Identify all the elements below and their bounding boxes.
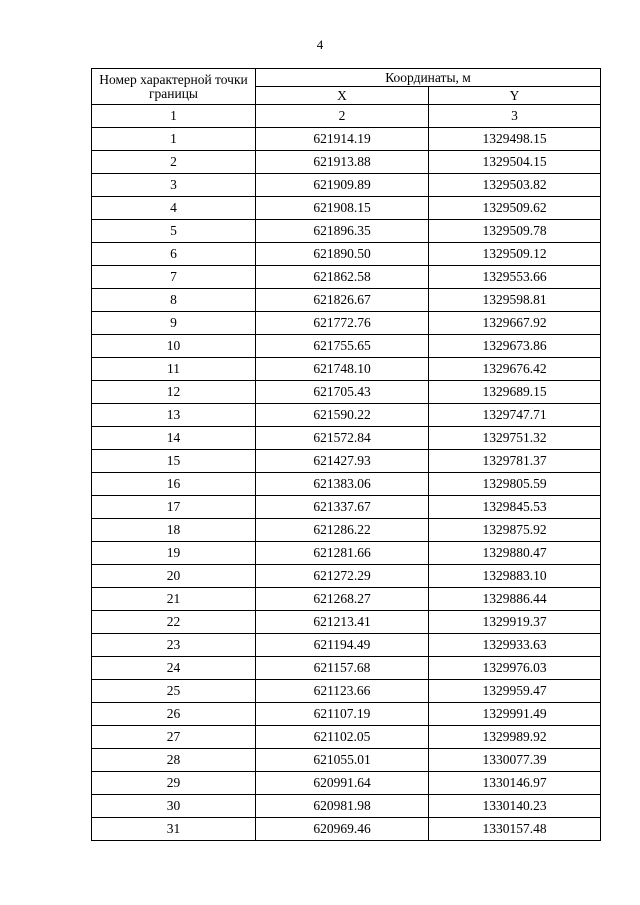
header-x: X xyxy=(256,87,429,105)
table-row xyxy=(92,726,601,749)
point-number-cell: 14 xyxy=(92,427,256,450)
point-number-cell: 3 xyxy=(92,174,256,197)
y-coordinate-cell: 1329805.59 xyxy=(429,473,601,496)
table-row xyxy=(92,749,601,772)
x-coordinate-cell: 621826.67 xyxy=(256,289,429,312)
table-row xyxy=(92,197,601,220)
point-number-cell: 4 xyxy=(92,197,256,220)
x-coordinate-cell: 621705.43 xyxy=(256,381,429,404)
point-number-cell: 15 xyxy=(92,450,256,473)
y-coordinate-cell: 1329781.37 xyxy=(429,450,601,473)
table-row xyxy=(92,174,601,197)
point-number-cell: 22 xyxy=(92,611,256,634)
table-row xyxy=(92,358,601,381)
x-coordinate-cell: 620991.64 xyxy=(256,772,429,795)
y-coordinate-cell: 1329976.03 xyxy=(429,657,601,680)
y-coordinate-cell: 1330157.48 xyxy=(429,818,601,841)
y-coordinate-cell: 1329509.78 xyxy=(429,220,601,243)
table-row xyxy=(92,542,601,565)
table-row xyxy=(92,519,601,542)
y-coordinate-cell: 1329598.81 xyxy=(429,289,601,312)
table-row xyxy=(92,243,601,266)
x-coordinate-cell: 621123.66 xyxy=(256,680,429,703)
table-row xyxy=(92,680,601,703)
y-coordinate-cell: 1329919.37 xyxy=(429,611,601,634)
y-coordinate-cell: 1329667.92 xyxy=(429,312,601,335)
point-number-cell: 21 xyxy=(92,588,256,611)
table-row xyxy=(92,795,601,818)
y-coordinate-cell: 1329883.10 xyxy=(429,565,601,588)
point-number-cell: 19 xyxy=(92,542,256,565)
y-coordinate-cell: 1329504.15 xyxy=(429,151,601,174)
y-coordinate-cell: 1329989.92 xyxy=(429,726,601,749)
x-coordinate-cell: 621913.88 xyxy=(256,151,429,174)
point-number-cell: 12 xyxy=(92,381,256,404)
y-coordinate-cell: 1329503.82 xyxy=(429,174,601,197)
x-coordinate-cell: 621909.89 xyxy=(256,174,429,197)
x-coordinate-cell: 621272.29 xyxy=(256,565,429,588)
point-number-cell: 25 xyxy=(92,680,256,703)
x-coordinate-cell: 621908.15 xyxy=(256,197,429,220)
y-coordinate-cell: 1329751.32 xyxy=(429,427,601,450)
x-coordinate-cell: 621896.35 xyxy=(256,220,429,243)
point-number-cell: 13 xyxy=(92,404,256,427)
x-coordinate-cell: 621268.27 xyxy=(256,588,429,611)
table-row xyxy=(92,266,601,289)
x-coordinate-cell: 621914.19 xyxy=(256,128,429,151)
header-coordinates: Координаты, м xyxy=(256,69,601,87)
x-coordinate-cell: 621427.93 xyxy=(256,450,429,473)
table-row xyxy=(92,381,601,404)
table-row xyxy=(92,404,601,427)
x-coordinate-cell: 621337.67 xyxy=(256,496,429,519)
table-row xyxy=(92,289,601,312)
point-number-cell: 18 xyxy=(92,519,256,542)
x-coordinate-cell: 621107.19 xyxy=(256,703,429,726)
y-coordinate-cell: 1330140.23 xyxy=(429,795,601,818)
x-coordinate-cell: 621055.01 xyxy=(256,749,429,772)
table-row xyxy=(92,473,601,496)
point-number-cell: 17 xyxy=(92,496,256,519)
table-row xyxy=(92,772,601,795)
table-row xyxy=(92,220,601,243)
y-coordinate-cell: 1329845.53 xyxy=(429,496,601,519)
x-coordinate-cell: 621102.05 xyxy=(256,726,429,749)
x-coordinate-cell: 621213.41 xyxy=(256,611,429,634)
x-coordinate-cell: 621286.22 xyxy=(256,519,429,542)
point-number-cell: 5 xyxy=(92,220,256,243)
y-coordinate-cell: 1329991.49 xyxy=(429,703,601,726)
point-number-cell: 7 xyxy=(92,266,256,289)
table-row xyxy=(92,312,601,335)
y-coordinate-cell: 1329875.92 xyxy=(429,519,601,542)
y-coordinate-cell: 1329676.42 xyxy=(429,358,601,381)
x-coordinate-cell: 621862.58 xyxy=(256,266,429,289)
header-y: Y xyxy=(429,87,601,105)
column-number-2: 2 xyxy=(256,105,429,128)
table-row xyxy=(92,657,601,680)
point-number-cell: 20 xyxy=(92,565,256,588)
point-number-cell: 11 xyxy=(92,358,256,381)
y-coordinate-cell: 1329689.15 xyxy=(429,381,601,404)
y-coordinate-cell: 1329747.71 xyxy=(429,404,601,427)
table-row xyxy=(92,565,601,588)
x-coordinate-cell: 621890.50 xyxy=(256,243,429,266)
point-number-cell: 8 xyxy=(92,289,256,312)
x-coordinate-cell: 620981.98 xyxy=(256,795,429,818)
y-coordinate-cell: 1329880.47 xyxy=(429,542,601,565)
y-coordinate-cell: 1329498.15 xyxy=(429,128,601,151)
x-coordinate-cell: 621383.06 xyxy=(256,473,429,496)
y-coordinate-cell: 1329509.62 xyxy=(429,197,601,220)
table-row xyxy=(92,151,601,174)
y-coordinate-cell: 1330077.39 xyxy=(429,749,601,772)
column-number-row xyxy=(92,105,601,128)
x-coordinate-cell: 621572.84 xyxy=(256,427,429,450)
y-coordinate-cell: 1330146.97 xyxy=(429,772,601,795)
point-number-cell: 24 xyxy=(92,657,256,680)
header-point-number: Номер характерной точки границы xyxy=(92,69,256,105)
table-row xyxy=(92,450,601,473)
point-number-cell: 23 xyxy=(92,634,256,657)
point-number-cell: 27 xyxy=(92,726,256,749)
y-coordinate-cell: 1329886.44 xyxy=(429,588,601,611)
coordinates-table xyxy=(91,68,601,841)
point-number-cell: 29 xyxy=(92,772,256,795)
point-number-cell: 10 xyxy=(92,335,256,358)
x-coordinate-cell: 621194.49 xyxy=(256,634,429,657)
x-coordinate-cell: 621590.22 xyxy=(256,404,429,427)
point-number-cell: 1 xyxy=(92,128,256,151)
table-row xyxy=(92,634,601,657)
point-number-cell: 26 xyxy=(92,703,256,726)
table-row xyxy=(92,588,601,611)
point-number-cell: 9 xyxy=(92,312,256,335)
table-row xyxy=(92,335,601,358)
table-row xyxy=(92,496,601,519)
point-number-cell: 30 xyxy=(92,795,256,818)
table-row xyxy=(92,427,601,450)
page-number: 4 xyxy=(316,37,324,52)
point-number-cell: 28 xyxy=(92,749,256,772)
y-coordinate-cell: 1329959.47 xyxy=(429,680,601,703)
y-coordinate-cell: 1329553.66 xyxy=(429,266,601,289)
x-coordinate-cell: 621755.65 xyxy=(256,335,429,358)
column-number-3: 3 xyxy=(429,105,601,128)
point-number-cell: 31 xyxy=(92,818,256,841)
header-row-1 xyxy=(92,69,601,87)
y-coordinate-cell: 1329933.63 xyxy=(429,634,601,657)
x-coordinate-cell: 621281.66 xyxy=(256,542,429,565)
x-coordinate-cell: 620969.46 xyxy=(256,818,429,841)
y-coordinate-cell: 1329673.86 xyxy=(429,335,601,358)
table-row xyxy=(92,818,601,841)
point-number-cell: 2 xyxy=(92,151,256,174)
table-row xyxy=(92,128,601,151)
point-number-cell: 6 xyxy=(92,243,256,266)
table-row xyxy=(92,611,601,634)
x-coordinate-cell: 621772.76 xyxy=(256,312,429,335)
table-row xyxy=(92,703,601,726)
x-coordinate-cell: 621157.68 xyxy=(256,657,429,680)
column-number-1: 1 xyxy=(92,105,256,128)
table-body xyxy=(92,128,601,841)
y-coordinate-cell: 1329509.12 xyxy=(429,243,601,266)
point-number-cell: 16 xyxy=(92,473,256,496)
x-coordinate-cell: 621748.10 xyxy=(256,358,429,381)
